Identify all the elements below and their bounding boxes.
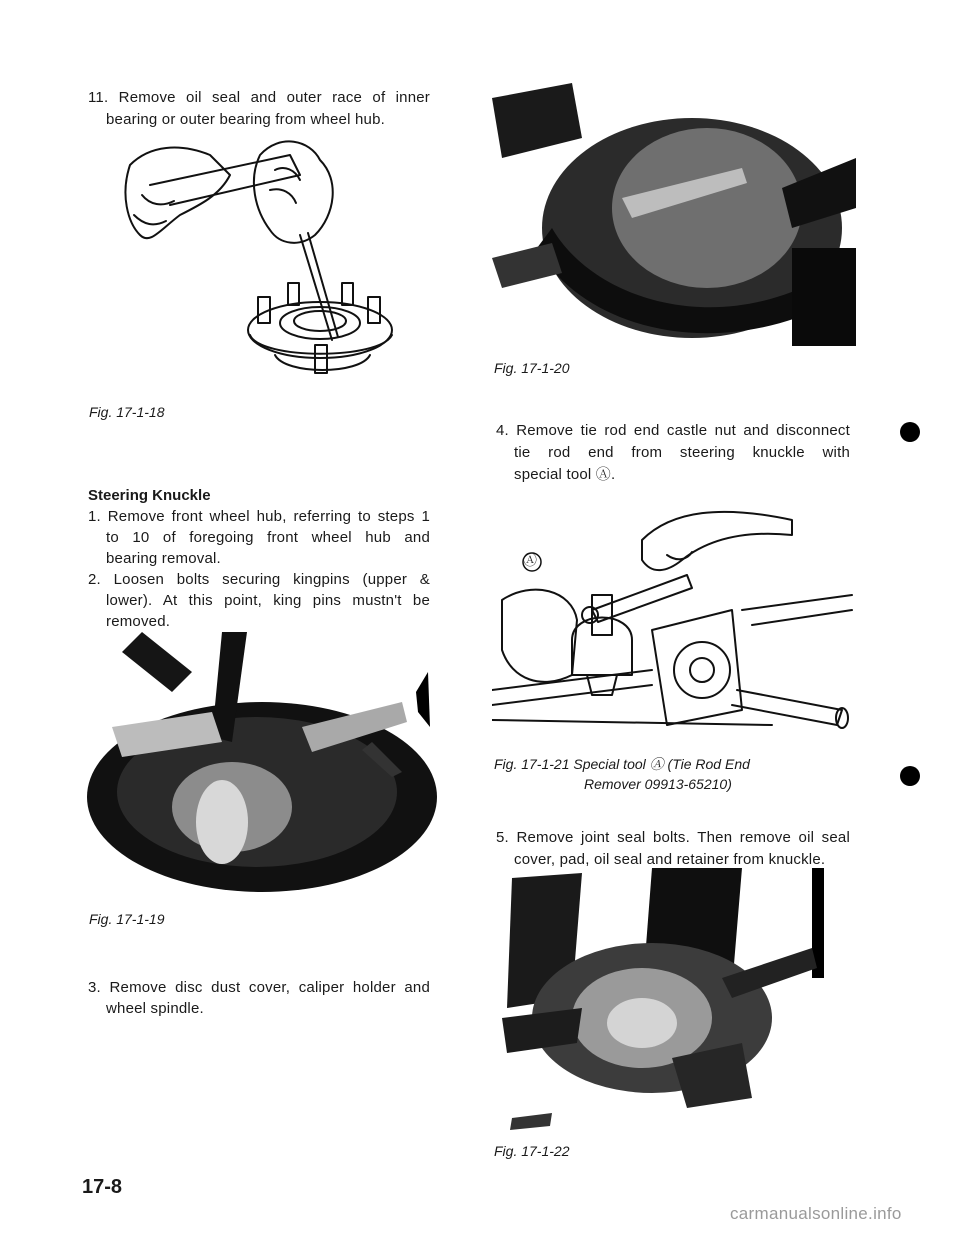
step-1-line-2: to 10 of foregoing front wheel hub and	[106, 529, 430, 546]
photo-tie-rod-end	[492, 78, 856, 346]
photo-knuckle-disc	[82, 632, 454, 900]
tool-a-label: Ⓐ	[523, 552, 538, 568]
figure-tie-rod-end-remover	[492, 500, 862, 740]
fig-17-1-18-caption: Fig. 17-1-18	[89, 404, 165, 420]
page-number: 17-8	[82, 1176, 123, 1198]
margin-marker-dot	[900, 422, 920, 442]
fig-17-1-20-caption: Fig. 17-1-20	[494, 360, 570, 376]
fig-17-1-19-caption: Fig. 17-1-19	[89, 911, 165, 927]
step-4-line-2: tie rod end from steering knuckle with	[514, 444, 850, 461]
section-heading-steering-knuckle: Steering Knuckle	[88, 487, 211, 504]
step-11-line-1: 11. Remove oil seal and outer race of inner	[88, 89, 430, 106]
step-4-line-1: 4. Remove tie rod end castle nut and disconnect	[496, 422, 850, 439]
fig-17-1-21-caption-line-2: Remover 09913-65210)	[584, 776, 732, 792]
watermark: carmanualsonline.info	[730, 1204, 902, 1223]
step-11-line-2: bearing or outer bearing from wheel hub.	[106, 111, 385, 128]
step-1-line-1: 1. Remove front wheel hub, referring to steps 1	[88, 508, 430, 525]
step-5-line-2: cover, pad, oil seal and retainer from knuckle.	[514, 851, 826, 868]
fig-17-1-22-caption: Fig. 17-1-22	[494, 1143, 570, 1159]
margin-marker-dot	[900, 766, 920, 786]
step-5-line-1: 5. Remove joint seal bolts. Then remove oil seal	[496, 829, 850, 846]
photo-knuckle-oil-seal	[492, 868, 848, 1140]
step-1-line-3: bearing removal.	[106, 550, 221, 567]
step-2-line-1: 2. Loosen bolts securing kingpins (upper &	[88, 571, 430, 588]
figure-hub-seal-removal	[110, 135, 400, 380]
step-2-line-3: removed.	[106, 613, 171, 630]
step-4-line-3: special tool Ⓐ.	[514, 466, 616, 483]
step-3-line-1: 3. Remove disc dust cover, caliper holder and	[88, 979, 430, 996]
step-2-line-2: lower). At this point, king pins mustn't be	[106, 592, 430, 609]
step-3-line-2: wheel spindle.	[106, 1000, 204, 1017]
fig-17-1-21-caption-line-1: Fig. 17-1-21 Special tool Ⓐ (Tie Rod End	[494, 756, 750, 772]
